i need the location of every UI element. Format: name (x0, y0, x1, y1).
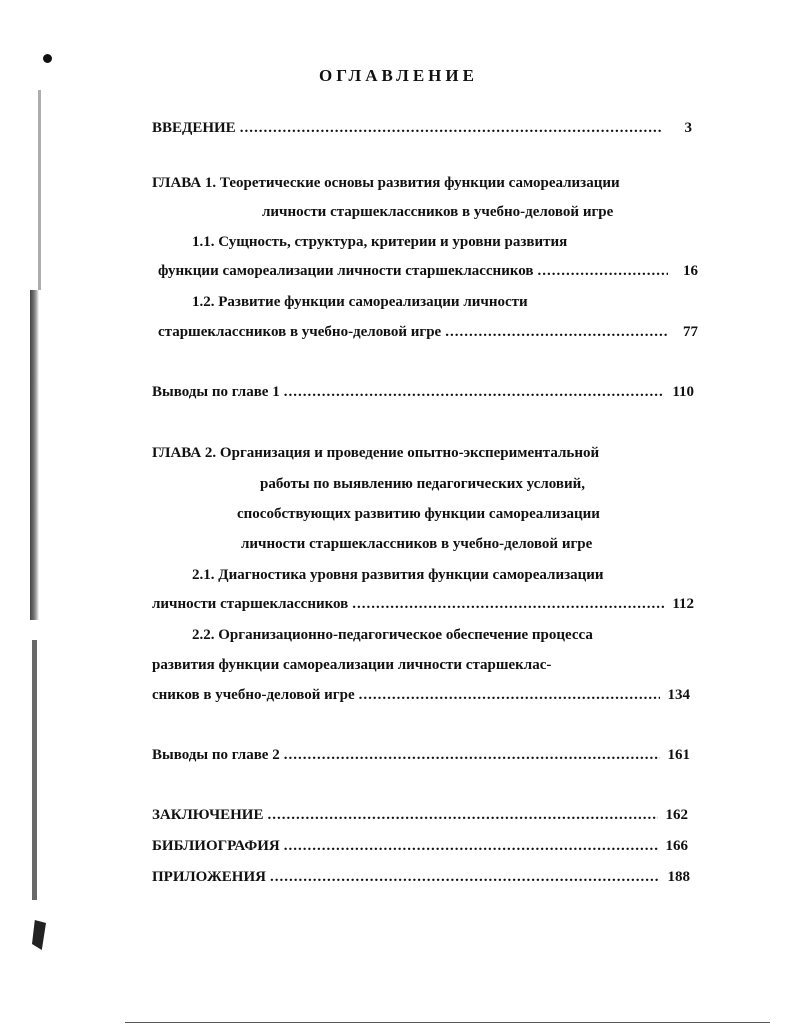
toc-page-number: 77 (683, 324, 698, 340)
toc-section-2-2-line2: развития функции самореализации личности старшеклас- (152, 657, 552, 673)
toc-leader (284, 384, 664, 401)
scan-artifact (30, 290, 39, 620)
toc-label: БИБЛИОГРАФИЯ (152, 838, 280, 854)
toc-label: личности старшеклассников (152, 596, 349, 612)
toc-section-2-2-line1: 2.2. Организационно-педагогическое обеспечение процесса (192, 627, 593, 643)
toc-chapter-2-line1: ГЛАВА 2. Организация и проведение опытно-экспериментальной (152, 445, 600, 461)
bottom-rule (125, 1022, 770, 1023)
toc-label: ПРИЛОЖЕНИЯ (152, 869, 266, 885)
toc-label: старшеклассников в учебно-деловой игре (158, 324, 442, 340)
toc-leader (445, 324, 668, 341)
toc-entry-section-1-1 (158, 263, 698, 280)
toc-entry-appendices (152, 869, 690, 886)
toc-page-number: 110 (672, 384, 694, 400)
toc-leader (284, 838, 658, 855)
toc-entry-conclusion (152, 807, 688, 824)
toc-leader (538, 263, 668, 280)
toc-page-number: 162 (665, 807, 688, 823)
scan-artifact (32, 920, 46, 950)
toc-entry-intro (152, 120, 692, 137)
toc-entry-bibliography (152, 838, 688, 855)
toc-leader (359, 687, 660, 704)
toc-chapter-1-line1: ГЛАВА 1. Теоретические основы развития функции самореализации (152, 175, 620, 191)
toc-page-number: 134 (667, 687, 690, 703)
toc-entry-section-1-2 (158, 324, 698, 341)
scan-artifact (38, 90, 41, 290)
toc-label: Выводы по главе 2 (152, 747, 280, 763)
page-title: ОГЛАВЛЕНИЕ (319, 66, 478, 85)
toc-chapter-2-line3: способствующих развитию функции самореализации (237, 506, 600, 522)
toc-page-number: 16 (683, 263, 698, 279)
toc-section-1-2-line1: 1.2. Развитие функции самореализации личности (192, 294, 528, 310)
toc-page-number: 188 (667, 869, 690, 885)
toc-page-number: 3 (684, 120, 692, 136)
toc-label: функции самореализации личности старшеклассников (158, 263, 534, 279)
toc-entry-conclusions-1 (152, 384, 694, 401)
toc-label: Выводы по главе 1 (152, 384, 280, 400)
toc-page-number: 161 (667, 747, 690, 763)
toc-leader (267, 807, 658, 824)
toc-leader (284, 747, 660, 764)
toc-leader (270, 869, 660, 886)
toc-entry-section-2-1 (152, 596, 694, 613)
toc-label: ВВЕДЕНИЕ (152, 120, 236, 136)
toc-leader (352, 596, 664, 613)
toc-chapter-2-line2: работы по выявлению педагогических условий, (260, 476, 586, 492)
toc-label: ЗАКЛЮЧЕНИЕ (152, 807, 264, 823)
toc-section-1-1-line1: 1.1. Сущность, структура, критерии и уровни развития (192, 234, 568, 250)
toc-page-number: 112 (672, 596, 694, 612)
scan-artifact (32, 640, 37, 900)
toc-entry-conclusions-2 (152, 747, 690, 764)
toc-section-2-1-line1: 2.1. Диагностика уровня развития функции самореализации (192, 567, 604, 583)
toc-chapter-1-line2: личности старшеклассников в учебно-деловой игре (262, 204, 614, 220)
toc-label: сников в учебно-деловой игре (152, 687, 355, 703)
toc-leader (240, 120, 662, 137)
toc-chapter-2-line4: личности старшеклассников в учебно-деловой игре (241, 536, 593, 552)
scan-artifact (43, 54, 52, 63)
toc-page-number: 166 (665, 838, 688, 854)
toc-entry-section-2-2 (152, 687, 690, 704)
